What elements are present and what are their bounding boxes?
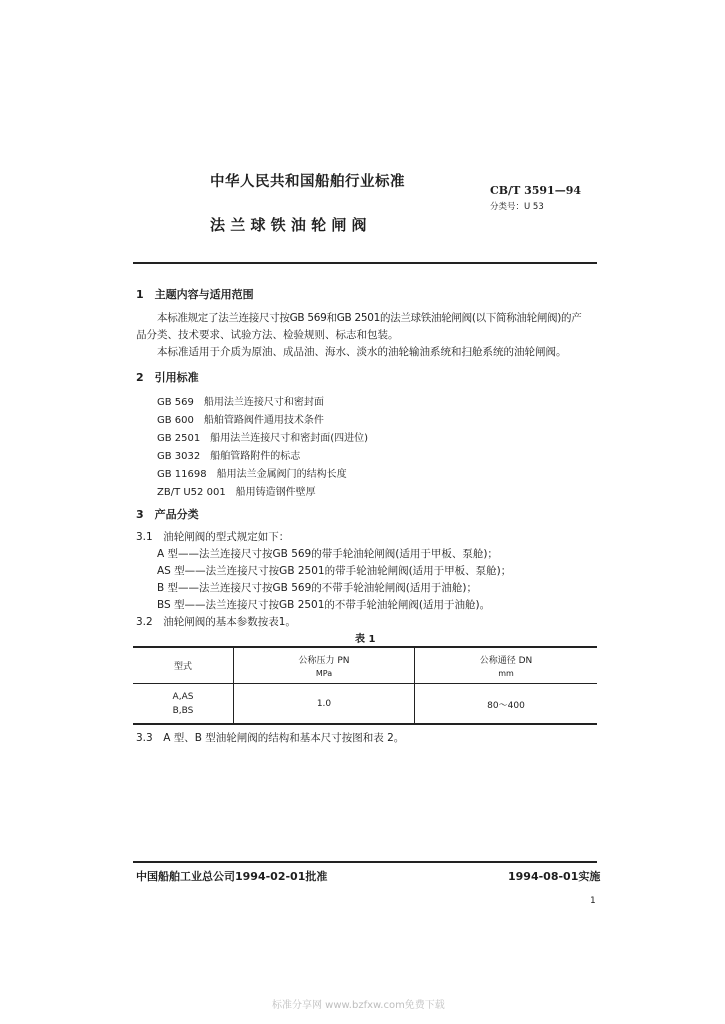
- section-1-para-1-line-2: 品分类、技术要求、试验方法、检验规则、标志和包装。: [136, 329, 399, 341]
- standard-number: CB/T 3591—94: [490, 184, 582, 197]
- header-dn-unit: mm: [498, 668, 514, 678]
- header-pn-unit: MPa: [315, 668, 333, 678]
- org-title: 中华人民共和国船舶行业标准: [210, 174, 405, 190]
- section-3-heading: 3 产品分类: [136, 508, 199, 521]
- type-a-item: A 型——法兰连接尺寸按GB 569的带手轮油轮闸阀(适用于甲板、泵舱)；: [157, 548, 498, 560]
- watermark: 标准分享网 www.bzfxw.com免费下载: [272, 1000, 445, 1011]
- section-1-para-1-line-1: 本标准规定了法兰连接尺寸按GB 569和GB 2501的法兰球铁油轮闸阀(以下简称油轮闸阀)的产: [157, 312, 582, 324]
- clause-3-3: 3.3 A 型、B 型油轮闸阀的结构和基本尺寸按图和表 2。: [136, 732, 405, 744]
- approval-statement: 中国船舶工业总公司1994-02-01批准: [136, 870, 328, 883]
- header-pn: 公称压力 PN: [298, 655, 350, 666]
- reference-item: GB 3032 船舶管路附件的标志: [157, 451, 301, 462]
- page-number: 1: [590, 896, 596, 906]
- pn-cell: [234, 684, 415, 725]
- pn-value: 1.0: [316, 699, 332, 709]
- reference-item: GB 569 船用法兰连接尺寸和密封面: [157, 397, 324, 408]
- clause-3-2: 3.2 油轮闸阀的基本参数按表1。: [136, 616, 296, 628]
- table-1-caption: 表 1: [355, 634, 376, 645]
- type-value-2: B,BS: [172, 706, 194, 716]
- dn-value: 80～400: [487, 700, 525, 711]
- reference-item: GB 11698 船用法兰金属阀门的结构长度: [157, 469, 347, 480]
- table-header-row: [133, 647, 597, 684]
- header-divider: [133, 262, 597, 264]
- type-as-item: AS 型——法兰连接尺寸按GB 2501的带手轮油轮闸阀(适用于甲板、泵舱)；: [157, 565, 512, 577]
- reference-item: GB 2501 船用法兰连接尺寸和密封面(四进位): [157, 433, 369, 444]
- clause-3-1: 3.1 油轮闸阀的型式规定如下：: [136, 531, 290, 543]
- implementation-date: 1994-08-01实施: [508, 870, 601, 883]
- dn-cell: [415, 684, 598, 725]
- header-dn: 公称通径 DN: [479, 655, 533, 666]
- reference-item: ZB/T U52 001 船用铸造钢件壁厚: [157, 487, 316, 498]
- type-value-1: A,AS: [172, 692, 194, 702]
- document-title: 法 兰 球 铁 油 轮 闸 阀: [210, 216, 367, 234]
- table-bottom-rule: [133, 723, 597, 725]
- type-cell: [133, 684, 234, 725]
- parameters-table: [133, 647, 597, 724]
- classification-number: 分类号：U 53: [490, 202, 544, 212]
- type-b-item: B 型——法兰连接尺寸按GB 569的不带手轮油轮闸阀(适用于油舱)；: [157, 582, 477, 594]
- section-2-heading: 2 引用标准: [136, 371, 199, 384]
- section-1-heading: 1 主题内容与适用范围: [136, 288, 254, 301]
- header-type: 型式: [173, 661, 192, 672]
- footer-divider: [133, 861, 597, 863]
- table-row: [133, 684, 597, 725]
- type-bs-item: BS 型——法兰连接尺寸按GB 2501的不带手轮油轮闸阀(适用于油舱)。: [157, 599, 491, 611]
- section-1-para-2: 本标准适用于介质为原油、成品油、海水、淡水的油轮输油系统和扫舱系统的油轮闸阀。: [157, 346, 567, 358]
- reference-item: GB 600 船舶管路阀件通用技术条件: [157, 415, 324, 426]
- header-pn-cell: [234, 647, 415, 684]
- header-type-cell: [133, 647, 234, 684]
- header-dn-cell: [415, 647, 598, 684]
